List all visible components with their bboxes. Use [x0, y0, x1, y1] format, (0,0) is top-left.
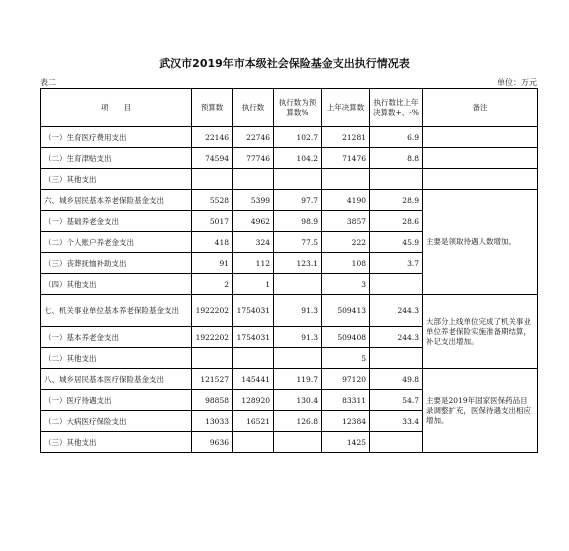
- cell-last-year: 12384: [322, 411, 370, 432]
- row-name: 六、城乡居民基本养老保险基金支出: [41, 190, 192, 211]
- row-name: （二）个人账户养老金支出: [41, 232, 192, 253]
- cell-yoy: 54.7: [370, 390, 423, 411]
- cell-last-year: 1425: [322, 432, 370, 453]
- cell-yoy: 49.8: [370, 369, 423, 390]
- cell-note: [423, 169, 538, 190]
- cell-yoy: 28.9: [370, 190, 423, 211]
- cell-budget: 121527: [192, 369, 233, 390]
- cell-yoy: 45.9: [370, 232, 423, 253]
- cell-budget: 98858: [192, 390, 233, 411]
- cell-budget: 418: [192, 232, 233, 253]
- cell-budget: 9636: [192, 432, 233, 453]
- cell-last-year: 83311: [322, 390, 370, 411]
- cell-actual: 1754031: [233, 295, 274, 327]
- cell-ratio: 119.7: [274, 369, 322, 390]
- cell-budget: 5528: [192, 190, 233, 211]
- cell-ratio: 123.1: [274, 253, 322, 274]
- header-item: 项 目: [41, 89, 192, 127]
- row-name: （四）其他支出: [41, 274, 192, 295]
- cell-last-year: 509413: [322, 295, 370, 327]
- cell-last-year: 21281: [322, 127, 370, 148]
- cell-note: [423, 148, 538, 169]
- row-name: （一）基本养老金支出: [41, 327, 192, 348]
- cell-budget: 1922202: [192, 295, 233, 327]
- cell-ratio: 91.3: [274, 327, 322, 348]
- cell-budget: 2: [192, 274, 233, 295]
- note-medical-rural: 主要是2019年国家医保药品目录调整扩充，医保待遇支出相应增加。: [423, 369, 538, 453]
- cell-budget: [192, 348, 233, 369]
- cell-actual: 324: [233, 232, 274, 253]
- table-row: [41, 148, 538, 169]
- row-name: （一）医疗待遇支出: [41, 390, 192, 411]
- cell-actual: 128920: [233, 390, 274, 411]
- cell-ratio: 77.5: [274, 232, 322, 253]
- header-last-year: 上年决算数: [322, 89, 370, 127]
- cell-ratio: [274, 348, 322, 369]
- row-name: （三）其他支出: [41, 432, 192, 453]
- cell-ratio: 104.2: [274, 148, 322, 169]
- page-title: 武汉市2019年市本级社会保险基金支出执行情况表: [159, 57, 410, 70]
- cell-actual: [233, 432, 274, 453]
- cell-budget: 91: [192, 253, 233, 274]
- table-row: [41, 127, 538, 148]
- cell-actual: [233, 169, 274, 190]
- cell-last-year: 509408: [322, 327, 370, 348]
- header-actual: 执行数: [233, 89, 274, 127]
- table-row: [41, 295, 538, 327]
- cell-actual: 16521: [233, 411, 274, 432]
- unit-label: 单位：万元: [497, 78, 537, 87]
- cell-last-year: 108: [322, 253, 370, 274]
- cell-ratio: 102.7: [274, 127, 322, 148]
- cell-ratio: 98.9: [274, 211, 322, 232]
- cell-actual: 5399: [233, 190, 274, 211]
- cell-ratio: 91.3: [274, 295, 322, 327]
- cell-yoy: [370, 432, 423, 453]
- row-name: 七、机关事业单位基本养老保险基金支出: [41, 295, 192, 327]
- cell-ratio: 97.7: [274, 190, 322, 211]
- cell-actual: 112: [233, 253, 274, 274]
- cell-last-year: 222: [322, 232, 370, 253]
- cell-actual: [233, 348, 274, 369]
- header-row: [41, 89, 538, 127]
- cell-yoy: 8.8: [370, 148, 423, 169]
- cell-last-year: [322, 169, 370, 190]
- cell-actual: 1: [233, 274, 274, 295]
- cell-ratio: 126.8: [274, 411, 322, 432]
- table-row: [41, 190, 538, 211]
- expenditure-table: [40, 88, 538, 453]
- cell-budget: 1922202: [192, 327, 233, 348]
- cell-ratio: [274, 169, 322, 190]
- cell-actual: 4962: [233, 211, 274, 232]
- cell-yoy: [370, 169, 423, 190]
- row-name: 八、城乡居民基本医疗保险基金支出: [41, 369, 192, 390]
- cell-ratio: 130.4: [274, 390, 322, 411]
- row-name: （一）生育医疗费用支出: [41, 127, 192, 148]
- cell-ratio: [274, 432, 322, 453]
- cell-yoy: 28.6: [370, 211, 423, 232]
- note-pension-rural: 主要是领取待遇人数增加。: [423, 190, 538, 295]
- cell-last-year: 97120: [322, 369, 370, 390]
- header-notes: 备注: [423, 89, 538, 127]
- cell-budget: 13033: [192, 411, 233, 432]
- cell-actual: 145441: [233, 369, 274, 390]
- cell-yoy: 3.7: [370, 253, 423, 274]
- cell-yoy: 244.3: [370, 327, 423, 348]
- cell-actual: 22746: [233, 127, 274, 148]
- cell-budget: 22146: [192, 127, 233, 148]
- cell-last-year: 71476: [322, 148, 370, 169]
- cell-actual: 1754031: [233, 327, 274, 348]
- cell-last-year: 4190: [322, 190, 370, 211]
- cell-budget: 5017: [192, 211, 233, 232]
- cell-yoy: 33.4: [370, 411, 423, 432]
- note-pension-org: 大部分上线单位完成了机关事业单位养老保险实施准备期结算，补记支出增加。: [423, 295, 538, 369]
- row-name: （三）丧葬抚恤补助支出: [41, 253, 192, 274]
- cell-actual: 77746: [233, 148, 274, 169]
- cell-budget: [192, 169, 233, 190]
- row-name: （一）基础养老金支出: [41, 211, 192, 232]
- cell-yoy: 244.3: [370, 295, 423, 327]
- header-ratio: 执行数为预算数%: [274, 89, 322, 127]
- row-name: （三）其他支出: [41, 169, 192, 190]
- table-row: [41, 369, 538, 390]
- cell-budget: 74594: [192, 148, 233, 169]
- cell-yoy: 6.9: [370, 127, 423, 148]
- cell-yoy: [370, 274, 423, 295]
- cell-note: [423, 127, 538, 148]
- table-row: [41, 169, 538, 190]
- row-name: （二）其他支出: [41, 348, 192, 369]
- cell-yoy: [370, 348, 423, 369]
- cell-last-year: 5: [322, 348, 370, 369]
- cell-last-year: 3857: [322, 211, 370, 232]
- row-name: （二）生育津贴支出: [41, 148, 192, 169]
- cell-ratio: [274, 274, 322, 295]
- table-id-label: 表二: [40, 78, 56, 87]
- header-budget: 预算数: [192, 89, 233, 127]
- row-name: （二）大病医疗保险支出: [41, 411, 192, 432]
- header-yoy: 执行数比上年决算数+、-%: [370, 89, 423, 127]
- cell-last-year: 3: [322, 274, 370, 295]
